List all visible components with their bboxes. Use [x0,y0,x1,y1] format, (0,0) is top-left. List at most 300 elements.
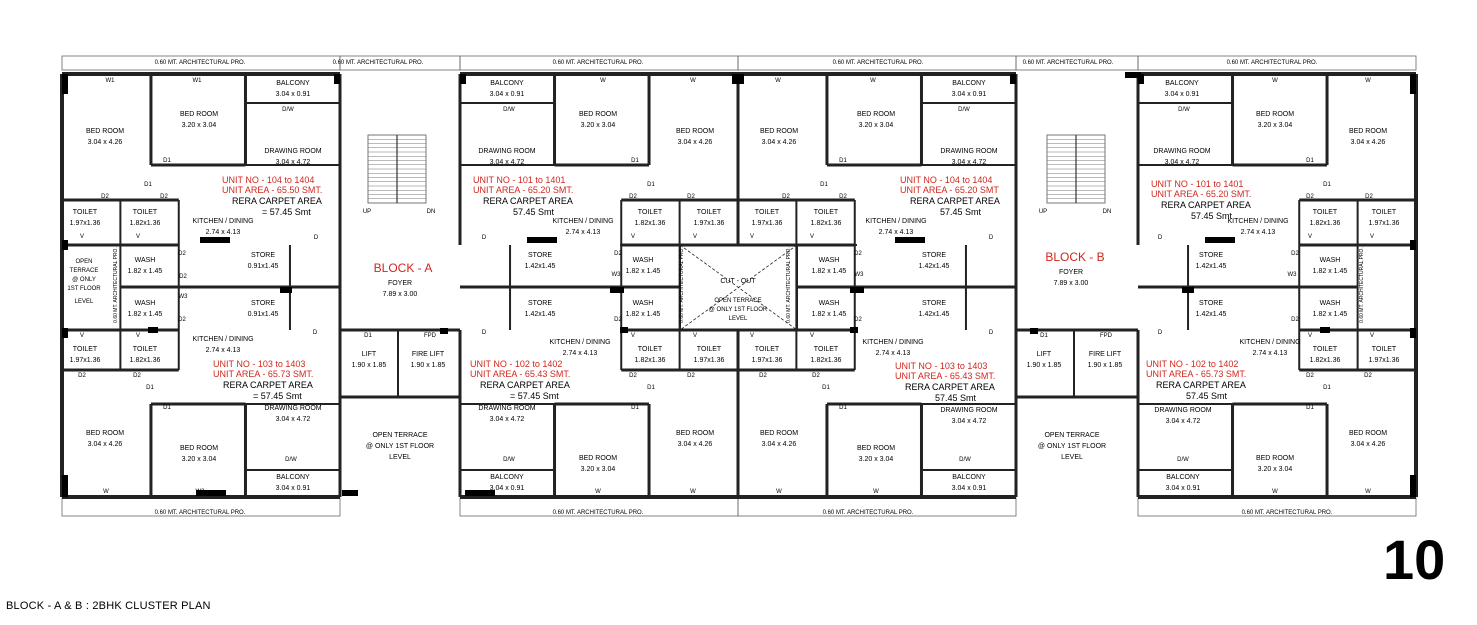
open-terrace-label: @ ONLY 1ST FLOOR [1037,443,1107,450]
opening-mark: D1 [1040,333,1048,339]
opening-mark: D2 [178,317,186,323]
balcony: BALCONY [276,80,310,87]
kitchen-dining: KITCHEN / DINING [192,336,254,343]
bed-room-size: 3.04 x 4.26 [761,441,797,448]
opening-mark: D1 [163,405,171,411]
opening-mark: V [809,234,815,240]
opening-mark: D [988,235,994,241]
opening-mark: D1 [364,333,372,339]
opening-mark: D [988,330,994,336]
toilet: TOILET [132,209,158,216]
wall-column [148,327,158,333]
wash: WASH [1319,257,1341,264]
open-terrace-label: OPEN TERRACE [372,432,428,439]
drawing-room: DRAWING ROOM [264,405,322,412]
kitchen-dining: KITCHEN / DINING [192,218,254,225]
cutout-terrace-label: @ ONLY 1ST FLOOR [708,307,768,313]
opening-mark: D1 [146,385,154,391]
opening-mark: V [630,333,636,339]
arch-pro-label: 0.60 MT. ARCHITECTURAL PRO. [332,60,424,66]
toilet-size: 1.97x1.36 [1368,220,1400,227]
balcony-size: 3.04 x 0.91 [275,485,311,492]
toilet-size: 1.82x1.36 [634,357,666,364]
arch-pro-vertical-label: 0.60 MT. ARCHITECTURAL PRO. [1359,247,1365,323]
foyer-size: 7.89 x 3.00 [382,291,418,298]
bed-room-size: 3.20 x 3.04 [1257,122,1293,129]
open-terrace-label: OPEN [75,259,93,265]
kitchen-dining-size: 2.74 x 4.13 [565,229,601,236]
wall-column [850,287,864,293]
bed-room: BED ROOM [759,430,799,437]
opening-mark: V [135,234,141,240]
opening-mark: D/W [1177,457,1189,463]
toilet: TOILET [754,346,780,353]
unit-101-rera-label: RERA CARPET AREA [483,196,573,206]
opening-mark: DN [426,209,436,215]
balcony-size: 3.04 x 0.91 [1165,485,1201,492]
unit-101b-rera-label: RERA CARPET AREA [1161,200,1251,210]
drawing-room-size: 3.04 x 4.72 [951,159,987,166]
opening-mark: D2 [1291,317,1299,323]
bed-room: BED ROOM [1255,111,1295,118]
opening-mark: V [1307,234,1313,240]
kitchen-dining: KITCHEN / DINING [552,218,614,225]
wash: WASH [818,300,840,307]
opening-mark: V [809,333,815,339]
bed-room-size: 3.20 x 3.04 [181,456,217,463]
opening-mark: D2 [614,317,622,323]
foyer-size: 7.89 x 3.00 [1053,280,1089,287]
wall-column [610,287,624,293]
wall-column [1010,74,1016,84]
wall-column [1182,287,1194,293]
bed-room-size: 3.20 x 3.04 [858,456,894,463]
unit-103-unit-no: UNIT NO - 103 to 1403 [213,359,306,369]
opening-mark: D2 [854,317,862,323]
unit-102-unit-no: UNIT NO - 102 to 1402 [470,359,563,369]
unit-103b-rera-label: RERA CARPET AREA [905,382,995,392]
opening-mark: D2 [687,194,695,200]
wash: WASH [632,300,654,307]
arch-pro-vertical-label: 0.60 MT. ARCHITECTURAL PRO. [786,247,792,323]
opening-mark: W3 [611,272,621,278]
balcony-size: 3.04 x 0.91 [489,485,525,492]
wash-size: 1.82 x 1.45 [625,268,661,275]
wash-size: 1.82 x 1.45 [811,311,847,318]
opening-mark: D1 [144,182,152,188]
open-terrace-label: OPEN TERRACE [1044,432,1100,439]
drawing-room-size: 3.04 x 4.72 [275,416,311,423]
unit-102-carpet-area: = 57.45 Smt [510,391,559,401]
balcony: BALCONY [1166,474,1200,481]
opening-mark: D2 [160,194,168,200]
store-size: 1.42x1.45 [918,311,950,318]
kitchen-dining-size: 2.74 x 4.13 [205,347,241,354]
store: STORE [251,252,275,259]
foyer: FOYER [1058,269,1084,276]
store: STORE [922,300,946,307]
wall-column [62,240,68,250]
unit-104b-rera-label: RERA CARPET AREA [910,196,1000,206]
opening-mark: V [1369,234,1375,240]
opening-mark: D [312,330,318,336]
drawing-room: DRAWING ROOM [478,148,536,155]
opening-mark: UP [1038,209,1048,215]
wash-size: 1.82 x 1.45 [1312,268,1348,275]
open-terrace-label: LEVEL [1061,454,1083,461]
wash: WASH [632,257,654,264]
toilet-size: 1.82x1.36 [810,357,842,364]
opening-mark: W [595,489,601,495]
opening-mark: V [749,234,755,240]
opening-mark: W1 [105,78,115,84]
plan-caption: BLOCK - A & B : 2BHK CLUSTER PLAN [6,600,211,612]
opening-mark: D1 [839,158,847,164]
bed-room: BED ROOM [675,128,715,135]
wall-column [527,237,557,243]
open-terrace-label: 1ST FLOOR [67,286,101,292]
bed-room-size: 3.04 x 4.26 [87,441,123,448]
arch-pro-label: 0.60 MT. ARCHITECTURAL PRO. [832,60,924,66]
opening-mark: D1 [1306,405,1314,411]
balcony: BALCONY [276,474,310,481]
opening-mark: D1 [822,385,830,391]
wall-column [440,328,448,334]
balcony: BALCONY [1165,80,1199,87]
bed-room: BED ROOM [85,128,125,135]
unit-104b-unit-no: UNIT NO - 104 to 1404 [900,175,993,185]
kitchen-dining: KITCHEN / DINING [865,218,927,225]
toilet-size: 1.97x1.36 [69,357,101,364]
unit-102b-rera-label: RERA CARPET AREA [1156,380,1246,390]
opening-mark: D2 [687,373,695,379]
wash-size: 1.82 x 1.45 [625,311,661,318]
wall-column [1205,237,1235,243]
toilet: TOILET [813,346,839,353]
wall-column [1410,328,1416,338]
wall-column [1320,327,1330,333]
opening-mark: D2 [759,373,767,379]
unit-102-rera-label: RERA CARPET AREA [480,380,570,390]
opening-mark: V [692,234,698,240]
wall-column [460,74,466,84]
opening-mark: D/W [503,107,515,113]
bed-room: BED ROOM [1255,455,1295,462]
opening-mark: V [749,333,755,339]
unit-101b-unit-area: UNIT AREA - 65.20 SMT. [1151,189,1252,199]
opening-mark: D/W [1178,107,1190,113]
opening-mark: UP [362,209,372,215]
opening-mark: D2 [179,274,187,280]
opening-mark: W [1272,489,1278,495]
toilet-size: 1.97x1.36 [693,357,725,364]
bed-room: BED ROOM [759,128,799,135]
bed-room-size: 3.04 x 4.26 [761,139,797,146]
drawing-room-size: 3.04 x 4.72 [1164,159,1200,166]
cutout: CUT - OUT [720,278,756,285]
opening-mark: V [1369,333,1375,339]
arch-pro-label: 0.60 MT. ARCHITECTURAL PRO. [552,510,644,516]
toilet-size: 1.97x1.36 [69,220,101,227]
opening-mark: W3 [854,272,864,278]
unit-101-unit-area: UNIT AREA - 65.20 SMT. [473,185,574,195]
opening-mark: V [79,234,85,240]
kitchen-dining: KITCHEN / DINING [549,339,611,346]
foyer: FOYER [387,280,413,287]
wash: WASH [1319,300,1341,307]
store-size: 0.91x1.45 [247,263,279,270]
toilet: TOILET [754,209,780,216]
opening-mark: D1 [163,158,171,164]
opening-mark: D1 [820,182,828,188]
toilet: TOILET [696,346,722,353]
store: STORE [1199,252,1223,259]
opening-mark: D1 [839,405,847,411]
store-size: 1.42x1.45 [1195,311,1227,318]
opening-mark: W3 [178,294,188,300]
opening-mark: W2 [195,489,205,495]
toilet-size: 1.97x1.36 [693,220,725,227]
store-size: 1.42x1.45 [1195,263,1227,270]
opening-mark: W [1365,78,1371,84]
opening-mark: D1 [647,182,655,188]
bed-room: BED ROOM [179,445,219,452]
unit-103b-unit-no: UNIT NO - 103 to 1403 [895,361,988,371]
store-size: 0.91x1.45 [247,311,279,318]
kitchen-dining-size: 2.74 x 4.13 [875,350,911,357]
wash: WASH [818,257,840,264]
cutout-terrace-label: OPEN TERRACE [714,298,762,304]
unit-103b-carpet-area: 57.45 Smt [935,393,977,403]
fire-lift: FIRE LIFT [1088,351,1122,358]
lift-size: 1.90 x 1.85 [1026,362,1062,369]
drawing-room: DRAWING ROOM [478,405,536,412]
arch-pro-vertical-label: 0.60 MT. ARCHITECTURAL PRO. [679,247,685,323]
opening-mark: D2 [1306,194,1314,200]
opening-mark: D2 [133,373,141,379]
toilet: TOILET [132,346,158,353]
wall-column [200,237,230,243]
bed-room: BED ROOM [856,445,896,452]
opening-mark: FPD [424,333,436,339]
unit-102-unit-area: UNIT AREA - 65.43 SMT. [470,369,571,379]
toilet: TOILET [637,346,663,353]
opening-mark: W [1365,489,1371,495]
kitchen-dining-size: 2.74 x 4.13 [1252,350,1288,357]
store: STORE [528,252,552,259]
toilet-size: 1.82x1.36 [810,220,842,227]
drawing-room-size: 3.04 x 4.72 [275,159,311,166]
bed-room: BED ROOM [856,111,896,118]
open-terrace-label: LEVEL [74,299,94,305]
opening-mark: D1 [1323,182,1331,188]
toilet: TOILET [1312,346,1338,353]
open-terrace-label: @ ONLY 1ST FLOOR [365,443,435,450]
opening-mark: D2 [614,251,622,257]
unit-104b-unit-area: UNIT AREA - 65.20 SMT [900,185,999,195]
unit-101b-carpet-area: 57.45 Smt [1191,211,1233,221]
opening-mark: W [103,489,109,495]
opening-mark: D/W [285,457,297,463]
toilet-size: 1.82x1.36 [634,220,666,227]
opening-mark: D2 [782,194,790,200]
kitchen-dining: KITCHEN / DINING [1239,339,1301,346]
opening-mark: D [481,330,487,336]
bed-room-size: 3.20 x 3.04 [580,466,616,473]
wash: WASH [134,300,156,307]
wall-column [62,74,68,94]
store: STORE [922,252,946,259]
unit-102b-unit-area: UNIT AREA - 65.73 SMT. [1146,369,1247,379]
wall-column [1410,240,1416,250]
bed-room: BED ROOM [1348,128,1388,135]
open-terrace-label: TERRACE [69,268,99,274]
balcony: BALCONY [952,80,986,87]
lift: LIFT [1036,351,1052,358]
opening-mark: V [692,333,698,339]
opening-mark: V [79,333,85,339]
bed-room-size: 3.20 x 3.04 [858,122,894,129]
fire-lift-size: 1.90 x 1.85 [1087,362,1123,369]
opening-mark: D2 [1365,194,1373,200]
arch-pro-label: 0.60 MT. ARCHITECTURAL PRO. [552,60,644,66]
bed-room: BED ROOM [1348,430,1388,437]
opening-mark: V [1307,333,1313,339]
wall-column [738,74,744,84]
block-a-title: BLOCK - A [373,261,433,275]
wall-column [1410,74,1416,94]
opening-mark: D1 [1306,158,1314,164]
opening-mark: D1 [647,385,655,391]
opening-mark: W1 [192,78,202,84]
toilet: TOILET [813,209,839,216]
toilet: TOILET [1312,209,1338,216]
lift-size: 1.90 x 1.85 [351,362,387,369]
toilet-size: 1.97x1.36 [751,357,783,364]
unit-101b-unit-no: UNIT NO - 101 to 1401 [1151,179,1244,189]
store: STORE [251,300,275,307]
unit-104-unit-area: UNIT AREA - 65.50 SMT. [222,185,323,195]
bed-room: BED ROOM [578,455,618,462]
drawing-room: DRAWING ROOM [264,148,322,155]
drawing-room: DRAWING ROOM [940,148,998,155]
opening-mark: FPD [1100,333,1112,339]
opening-mark: W [690,78,696,84]
toilet-size: 1.97x1.36 [751,220,783,227]
wall-column [850,327,858,333]
cutout-terrace-label: LEVEL [728,316,748,322]
bed-room-size: 3.04 x 4.26 [1350,441,1386,448]
fire-lift-size: 1.90 x 1.85 [410,362,446,369]
opening-mark: W [776,489,782,495]
kitchen-dining: KITCHEN / DINING [862,339,924,346]
wall-column [280,287,292,293]
opening-mark: D2 [101,194,109,200]
bed-room-size: 3.20 x 3.04 [1257,466,1293,473]
opening-mark: D2 [78,373,86,379]
toilet: TOILET [72,209,98,216]
bed-room: BED ROOM [85,430,125,437]
opening-mark: W [775,78,781,84]
wall-column [1410,475,1416,497]
drawing-room-size: 3.04 x 4.72 [489,416,525,423]
wash-size: 1.82 x 1.45 [127,311,163,318]
store: STORE [1199,300,1223,307]
toilet-size: 1.82x1.36 [129,220,161,227]
opening-mark: D [1157,235,1163,241]
unit-103-unit-area: UNIT AREA - 65.73 SMT. [213,369,314,379]
opening-mark: D [313,235,319,241]
opening-mark: D2 [1291,251,1299,257]
wash-size: 1.82 x 1.45 [811,268,847,275]
store: STORE [528,300,552,307]
kitchen-dining-size: 2.74 x 4.13 [1240,229,1276,236]
unit-104b-carpet-area: 57.45 Smt [940,207,982,217]
toilet-size: 1.82x1.36 [1309,220,1341,227]
unit-104-carpet-area: = 57.45 Smt [262,207,311,217]
opening-mark: D2 [629,373,637,379]
balcony-size: 3.04 x 0.91 [275,91,311,98]
bed-room: BED ROOM [675,430,715,437]
wall-column [1125,72,1141,78]
toilet: TOILET [1371,346,1397,353]
balcony: BALCONY [490,474,524,481]
open-terrace-label: @ ONLY [72,277,96,283]
opening-mark: W [873,489,879,495]
bed-room: BED ROOM [179,111,219,118]
kitchen-dining: KITCHEN / DINING [1227,218,1289,225]
unit-101-carpet-area: 57.45 Smt [513,207,555,217]
arch-pro-label: 0.60 MT. ARCHITECTURAL PRO. [822,510,914,516]
opening-mark: D2 [854,251,862,257]
opening-mark: W [690,489,696,495]
opening-mark: D2 [1364,373,1372,379]
arch-pro-label: 0.60 MT. ARCHITECTURAL PRO. [1022,60,1114,66]
wall-column [334,74,340,84]
opening-mark: D/W [958,107,970,113]
opening-mark: W [870,78,876,84]
balcony: BALCONY [952,474,986,481]
drawing-room-size: 3.04 x 4.72 [951,418,987,425]
opening-mark: D2 [178,251,186,257]
opening-mark: W [600,78,606,84]
unit-102b-carpet-area: 57.45 Smt [1186,391,1228,401]
store-size: 1.42x1.45 [918,263,950,270]
wall-column [342,490,358,496]
opening-mark: D/W [959,457,971,463]
arch-pro-label: 0.60 MT. ARCHITECTURAL PRO. [1226,60,1318,66]
lift: LIFT [361,351,377,358]
store-size: 1.42x1.45 [524,311,556,318]
drawing-room-size: 3.04 x 4.72 [1165,418,1201,425]
toilet-size: 1.82x1.36 [1309,357,1341,364]
drawing-room: DRAWING ROOM [1153,148,1211,155]
opening-mark: D1 [631,158,639,164]
opening-mark: D [481,235,487,241]
drawing-room: DRAWING ROOM [940,407,998,414]
opening-mark: V [630,234,636,240]
kitchen-dining-size: 2.74 x 4.13 [878,229,914,236]
block-b-title: BLOCK - B [1045,250,1105,264]
wash: WASH [134,257,156,264]
unit-102b-unit-no: UNIT NO - 102 to 1402 [1146,359,1239,369]
unit-101-unit-no: UNIT NO - 101 to 1401 [473,175,566,185]
opening-mark: W [1272,78,1278,84]
opening-mark: D1 [1323,385,1331,391]
drawing-room: DRAWING ROOM [1154,407,1212,414]
opening-mark: D2 [629,194,637,200]
walls [62,56,1416,516]
